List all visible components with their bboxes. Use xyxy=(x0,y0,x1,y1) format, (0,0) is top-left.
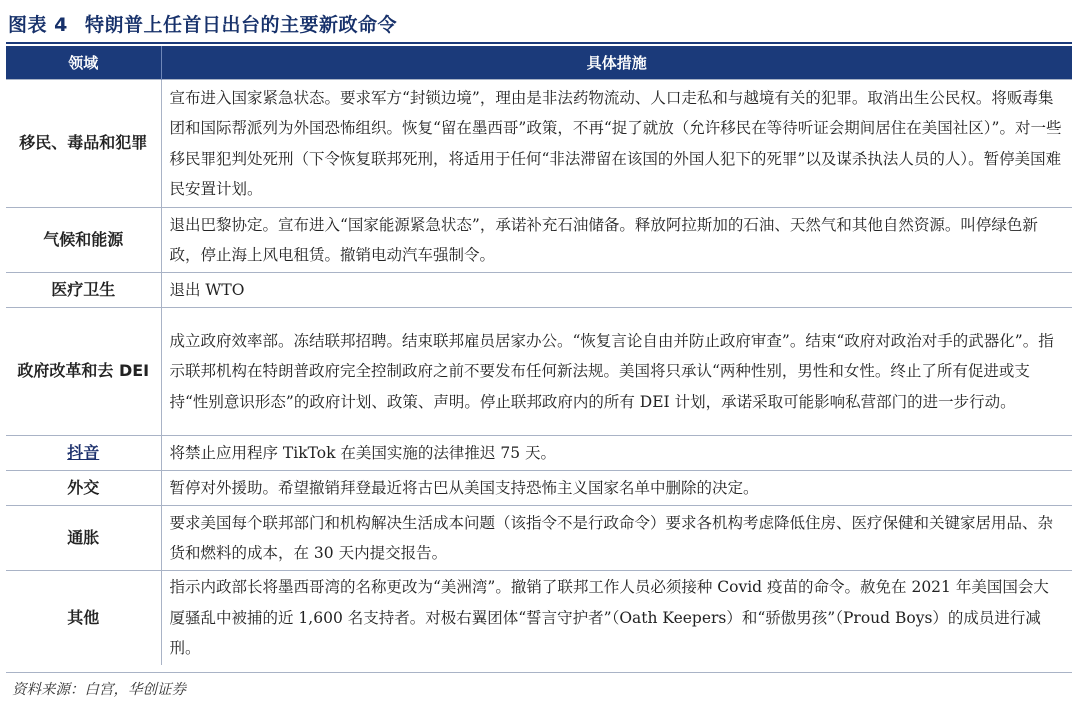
table-row xyxy=(6,308,1072,436)
row-area: 移民、毒品和犯罪 xyxy=(6,80,161,208)
table-row xyxy=(6,273,1072,308)
row-measures: 退出巴黎协定。宣布进入“国家能源紧急状态”，承诺补充石油储备。释放阿拉斯加的石油、天然气和其他自然资源。叫停绿色新政，停止海上风电租赁。撤销电动汽车强制令。 xyxy=(161,208,1072,273)
row-measures: 暂停对外援助。希望撤销拜登最近将古巴从美国支持恐怖主义国家名单中删除的决定。 xyxy=(161,471,1072,506)
header-area: 领域 xyxy=(6,46,161,80)
figure-title xyxy=(8,8,1072,42)
row-area-link[interactable]: 抖音 xyxy=(6,436,161,471)
table-bottom-rule xyxy=(6,672,1072,673)
table-header-row xyxy=(6,46,1072,80)
row-area: 其他 xyxy=(6,571,161,666)
row-area: 政府改革和去 DEI xyxy=(6,308,161,436)
source-note: 资料来源：白宫，华创证券 xyxy=(12,682,186,698)
row-measures: 要求美国每个联邦部门和机构解决生活成本问题（该指令不是行政命令）要求各机构考虑降低住房、医疗保健和关键家居用品、杂货和燃料的成本，在 30 天内提交报告。 xyxy=(161,506,1072,571)
table-row xyxy=(6,208,1072,273)
figure-label: 图表 4 xyxy=(8,14,68,36)
table-row xyxy=(6,571,1072,666)
table-row xyxy=(6,506,1072,571)
row-measures: 将禁止应用程序 TikTok 在美国实施的法律推迟 75 天。 xyxy=(161,436,1072,471)
figure-title-text: 特朗普上任首日出台的主要新政命令 xyxy=(84,14,397,36)
table-row xyxy=(6,80,1072,208)
row-measures: 指示内政部长将墨西哥湾的名称更改为“美洲湾”。撤销了联邦工作人员必须接种 Covid 疫苗的命令。赦免在 2021 年美国国会大厦骚乱中被捕的近 1,600 名支持者。对极右翼团体“誓言守护者”（Oath Keepers）和“骄傲男孩”（Proud Boys）的成员进行减刑。 xyxy=(161,571,1072,666)
table-row xyxy=(6,436,1072,471)
row-measures: 宣布进入国家紧急状态。要求军方“封锁边境”，理由是非法药物流动、人口走私和与越境有关的犯罪。取消出生公民权。将贩毒集团和国际帮派列为外国恐怖组织。恢复“留在墨西哥”政策，不再“捉了就放（允许移民在等待听证会期间居住在美国社区）”。对一些移民罪犯判处死刑（下令恢复联邦死刑，将适用于任何“非法滞留在该国的外国人犯下的死罪”以及谋杀执法人员的人）。暂停美国难民安置计划。 xyxy=(161,80,1072,208)
title-divider xyxy=(6,42,1072,44)
row-area: 外交 xyxy=(6,471,161,506)
row-measures: 退出 WTO xyxy=(161,273,1072,308)
row-measures: 成立政府效率部。冻结联邦招聘。结束联邦雇员居家办公。“恢复言论自由并防止政府审查”。结束“政府对政治对手的武器化”。指示联邦机构在特朗普政府完全控制政府之前不要发布任何新法规。美国将只承认“两种性别，男性和女性。终止了所有促进或支持“性别意识形态”的政府计划、政策、声明。停止联邦政府内的所有 DEI 计划，承诺采取可能影响私营部门的进一步行动。 xyxy=(161,308,1072,436)
row-area: 医疗卫生 xyxy=(6,273,161,308)
table-row xyxy=(6,471,1072,506)
row-area: 气候和能源 xyxy=(6,208,161,273)
policy-table xyxy=(6,46,1072,665)
row-area: 通胀 xyxy=(6,506,161,571)
header-measures: 具体措施 xyxy=(161,46,1072,80)
